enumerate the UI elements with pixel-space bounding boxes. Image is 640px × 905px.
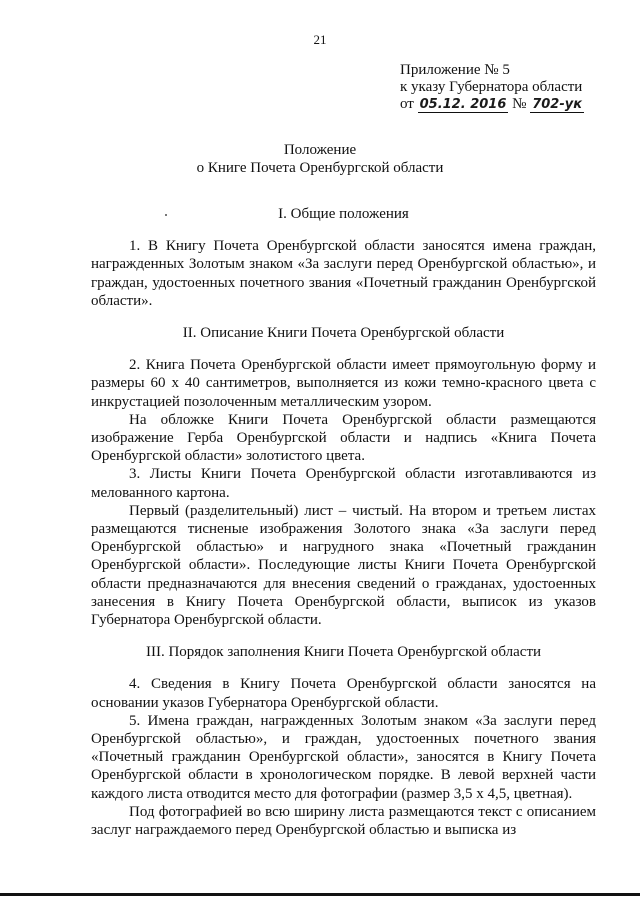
number-prefix: № — [512, 96, 527, 112]
section-heading-1: I. Общие положения — [278, 206, 409, 222]
annex-date-line — [400, 96, 630, 113]
paragraph: 2. Книга Почета Оренбургской области имеет прямоугольную форму и размеры 60 х 40 сантиметров, выполняется из кожи темно-красного цвета с инкрустацией позолоченным металлическим узором. — [91, 357, 596, 410]
page-number: 21 — [313, 32, 327, 47]
paragraph: Первый (разделительный) лист – чистый. На втором и третьем листах размещаются тисненые изображения Золотого знака «За заслуги перед Оренбургской областью» и нагрудного знака «Почетный гражданин Оренбургской области». Последующие листы Книги Почета Оренбургской области предназначаются для внесения сведений о гражданах, удостоенных занесения в Книгу Почета Оренбургской области, выписок из указов Губернатора Оренбургской области. — [91, 502, 596, 629]
page-bottom-edge — [0, 893, 640, 896]
paragraph: Под фотографией во всю ширину листа размещаются текст с описанием заслуг награждаемого перед Оренбургской областью и выписка из — [91, 803, 596, 839]
handwritten-date: 05.12. 2016 — [419, 97, 507, 112]
date-prefix: от — [400, 96, 414, 112]
paragraph: 5. Имена граждан, награжденных Золотым знаком «За заслуги перед Оренбургской областью», и граждан, удостоенных почетного звания «Почетный гражданин Оренбургской области», заносятся в Книгу Почета Оренбургской области в хронологическом порядке. В левой верхней части каждого листа отводится место для фотографии (размер 3,5 х 4,5, цветная). — [91, 712, 596, 802]
annex-reference: к указу Губернатора области — [400, 79, 583, 95]
annex-block — [400, 62, 630, 113]
title-line-2: о Книге Почета Оренбургской области — [196, 160, 444, 176]
section-heading-2: II. Описание Книги Почета Оренбургской области — [182, 325, 505, 342]
annex-title: Приложение № 5 — [400, 62, 510, 78]
title-line-1: Положение — [283, 142, 357, 158]
document-body — [91, 205, 596, 839]
handwritten-number: 702-ук — [532, 97, 583, 112]
paragraph: 4. Сведения в Книгу Почета Оренбургской области заносятся на основании указов Губернатора Оренбургской области. — [91, 676, 596, 711]
paragraph: На обложке Книги Почета Оренбургской области размещаются изображение Герба Оренбургской области и надпись «Книга Почета Оренбургской области» золотистого цвета. — [91, 411, 596, 465]
paragraph: 3. Листы Книги Почета Оренбургской области изготавливаются из мелованного картона. — [91, 466, 596, 501]
document-title — [0, 141, 640, 177]
section-heading-3: III. Порядок заполнения Книги Почета Оренбургской области — [145, 644, 542, 661]
paragraph: 1. В Книгу Почета Оренбургской области заносятся имена граждан, награжденных Золотым знаком «За заслуги перед Оренбургской областью», и граждан, удостоенных почетного звания «Почетный гражданин Оренбургской области». — [91, 238, 596, 309]
